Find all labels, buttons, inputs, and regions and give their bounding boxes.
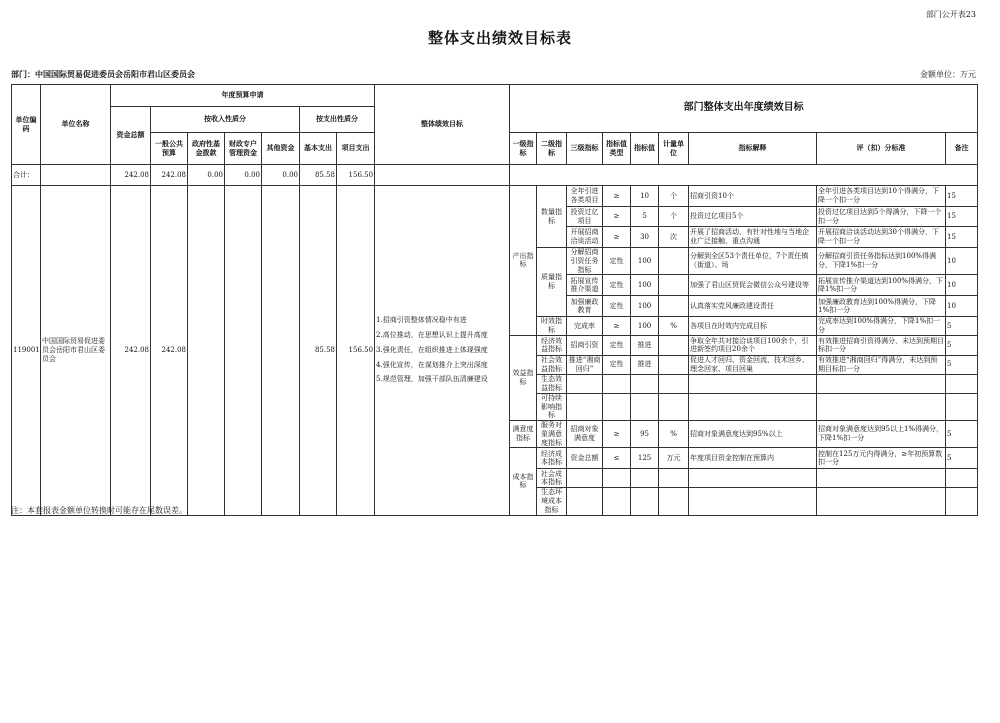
indicator-unit [659,393,689,420]
header-other: 其他资金 [262,133,300,165]
header-annual-goal: 部门整体支出年度绩效目标 [510,85,978,133]
indicator-explain: 投资过亿项目5个 [689,207,817,227]
unit-general: 242.08 [151,186,188,516]
indicator-unit [659,355,689,374]
indicator-l1: 满意度指标 [510,421,537,448]
indicator-value: 推进 [631,335,659,355]
indicator-remark: 15 [946,227,978,248]
indicator-explain: 各项目在时效内完成目标 [689,317,817,336]
indicator-explain [689,374,817,393]
indicator-remark: 15 [946,186,978,207]
unit-project: 156.50 [337,186,375,516]
goal-item: 4.强化宣传，在谋划推介上突出深度 [376,360,488,369]
header-unit: 计量单位 [659,133,689,165]
sum-other: 0.00 [262,165,300,186]
header-standard: 评（扣）分标准 [817,133,946,165]
indicator-remark [946,393,978,420]
indicator-unit: % [659,421,689,448]
indicator-type: ≥ [603,207,631,227]
indicator-l3: 拓展宣传推介渠道 [567,275,603,296]
indicator-type: ≥ [603,227,631,248]
header-project: 项目支出 [337,133,375,165]
indicator-l2: 生态环境成本指标 [537,488,567,515]
sum-label: 合计： [12,165,41,186]
indicator-unit [659,335,689,355]
sum-project: 156.50 [337,165,375,186]
indicator-type: ≥ [603,186,631,207]
indicator-explain: 分解到全区53个责任单位，7个责任镇（街道）、场 [689,248,817,275]
indicator-l3 [567,393,603,420]
indicator-unit: 次 [659,227,689,248]
indicator-explain: 开展了招商活动，有针对性地与当地企业广泛接触、重点沟通 [689,227,817,248]
indicator-standard: 控制在125万元内得满分，≥年初预算数扣一分 [817,448,946,469]
unit-basic: 85.58 [300,186,337,516]
sum-general: 242.08 [151,165,188,186]
header-l1: 一级指标 [510,133,537,165]
indicator-standard: 加强廉政教育达到100%得满分，下降1%扣一分 [817,296,946,317]
indicator-type: ≥ [603,421,631,448]
indicator-l2: 服务对象满意度指标 [537,421,567,448]
sum-fund: 0.00 [188,165,225,186]
indicator-type [603,393,631,420]
unit-special [225,186,262,516]
amount-unit-label: 金额单位：万元 [920,70,976,79]
indicator-value: 100 [631,317,659,336]
indicator-l3: 招商引资 [567,335,603,355]
indicator-unit: % [659,317,689,336]
goal-item: 2.高位推动，在思想认识上提升高度 [376,331,488,340]
indicator-value: 100 [631,296,659,317]
indicator-explain: 促进人才回归、资金回流、技术回乡、理念回家、项目回巢 [689,355,817,374]
indicator-rows [12,186,978,516]
indicator-type: ≥ [603,317,631,336]
indicator-l2: 经济成本指标 [537,448,567,469]
indicator-row [12,186,978,207]
page-title: 整体支出绩效目标表 [427,29,572,47]
header-l2: 二级指标 [537,133,567,165]
indicator-unit [659,296,689,317]
header-special: 财政专户管理资金 [225,133,262,165]
indicator-explain: 招商引资10个 [689,186,817,207]
indicator-value: 95 [631,421,659,448]
indicator-l3: 分解招商引资任务指标 [567,248,603,275]
indicator-l2: 质量指标 [537,248,567,317]
sum-row [12,165,978,186]
indicator-standard [817,469,946,488]
header-value: 指标值 [631,133,659,165]
indicator-standard: 分解招商引资任务指标达到100%得满分，下降1%扣一分 [817,248,946,275]
performance-table [11,84,978,516]
indicator-standard [817,488,946,515]
indicator-value [631,374,659,393]
footnote: 注：本套报表金额单位转换时可能存在尾数误差。 [11,506,187,515]
goal-item: 3.强化责任，在组织推进上体现强度 [376,345,488,354]
unit-other [262,186,300,516]
indicator-remark: 10 [946,275,978,296]
indicator-type: 定性 [603,355,631,374]
indicator-remark [946,488,978,515]
department-label: 部门：中国国际贸易促进委员会岳阳市君山区委员会 [11,69,195,79]
indicator-l3 [567,488,603,515]
unit-total: 242.08 [111,186,151,516]
header-name: 单位名称 [41,85,111,165]
indicator-l3: 投资过亿项目 [567,207,603,227]
indicator-l2: 可持续影响指标 [537,393,567,420]
overall-goals [375,186,510,516]
indicator-standard: 有效推进“湘商回归”得满分，未达到预期目标扣一分 [817,355,946,374]
indicator-l2: 数量指标 [537,186,567,248]
table-number: 部门公开表23 [925,10,976,19]
indicator-standard: 拓展宣传推介渠道达到100%得满分，下降1%扣一分 [817,275,946,296]
indicator-remark [946,374,978,393]
indicator-l3: 全年引进各类项目 [567,186,603,207]
indicator-unit [659,374,689,393]
indicator-unit [659,248,689,275]
indicator-explain [689,393,817,420]
indicator-standard: 有效推进招商引资得满分，未达到预期目标扣一分 [818,336,945,354]
header-overall-goal: 整体绩效目标 [375,85,510,165]
indicator-type [603,488,631,515]
indicator-unit: 个 [659,186,689,207]
indicator-type: 定性 [603,275,631,296]
indicator-value: 100 [631,275,659,296]
indicator-value [631,488,659,515]
indicator-standard: 全年引进各类项目达到10个得满分，下降一个扣一分 [817,186,946,207]
indicator-value: 5 [631,207,659,227]
indicator-l1: 成本指标 [510,448,537,515]
indicator-value: 10 [631,186,659,207]
indicator-standard [817,393,946,420]
indicator-value: 推进 [631,355,659,374]
indicator-l3 [567,469,603,488]
indicator-l2: 社会效益指标 [537,355,567,374]
indicator-l3 [567,374,603,393]
header-basic: 基本支出 [300,133,337,165]
unit-code: 119001 [12,186,41,516]
indicator-value [631,393,659,420]
indicator-l3: 资金总额 [567,448,603,469]
indicator-l3: 推进“湘商回归” [567,355,603,374]
indicator-remark: 5 [946,448,978,469]
indicator-l2: 时效指标 [537,317,567,336]
sum-total: 242.08 [111,165,151,186]
indicator-l3: 开展招商洽谈活动 [567,227,603,248]
indicator-value: 100 [631,248,659,275]
sum-special: 0.00 [225,165,262,186]
header-by-income: 按收入性质分 [151,107,300,133]
indicator-unit [659,469,689,488]
indicator-type: ≤ [603,448,631,469]
header-remark: 备注 [946,133,978,165]
header-fund: 政府性基金拨款 [188,133,225,165]
indicator-explain: 认真落实党风廉政建设责任 [689,296,817,317]
indicator-standard: 开展招商洽谈活动达到30个得满分，下降一个扣一分 [817,227,946,248]
indicator-type: 定性 [603,296,631,317]
indicator-value [631,469,659,488]
header-type: 指标值类型 [603,133,631,165]
indicator-unit: 个 [659,207,689,227]
header-code: 单位编码 [12,85,41,165]
indicator-remark: 5 [946,355,978,374]
goal-item: 1.招商引资整体情况稳中有进 [376,316,467,325]
unit-name: 中国国际贸易促进委员会岳阳市君山区委员会 [41,186,111,516]
indicator-remark: 15 [946,207,978,227]
sum-basic: 85.58 [300,165,337,186]
indicator-l3: 招商对象满意度 [567,421,603,448]
indicator-l1: 产出指标 [510,186,537,336]
indicator-explain: 招商对象满意度达到95%以上 [689,421,817,448]
unit-fund [188,186,225,516]
indicator-l3: 加强廉政教育 [567,296,603,317]
indicator-unit [659,488,689,515]
indicator-type [603,469,631,488]
indicator-type [603,374,631,393]
indicator-l2: 经济效益指标 [537,335,567,355]
indicator-type: 定性 [603,335,631,355]
indicator-unit: 万元 [659,448,689,469]
indicator-unit [659,275,689,296]
indicator-l3: 完成率 [567,317,603,336]
indicator-standard: 投资过亿项目达到5个得满分，下降一个扣一分 [817,207,946,227]
header-l3: 三级指标 [567,133,603,165]
indicator-remark: 10 [946,248,978,275]
indicator-l2: 社会成本指标 [537,469,567,488]
header-budget-apply: 年度预算申请 [111,85,375,107]
indicator-l1: 效益指标 [510,335,537,420]
indicator-explain: 加强了君山区贸促会微信公众号建设等 [689,275,817,296]
indicator-explain: 年度项目资金控制在预算内 [689,448,817,469]
indicator-l2: 生态效益指标 [537,374,567,393]
goal-item: 5.规范管理，加强干部队伍清廉建设 [376,375,488,384]
indicator-value: 30 [631,227,659,248]
indicator-remark: 10 [946,296,978,317]
indicator-standard [817,374,946,393]
indicator-standard: 完成率达到100%得满分，下降1%扣一分 [817,317,946,336]
header-explain: 指标解释 [689,133,817,165]
indicator-value: 125 [631,448,659,469]
indicator-remark: 5 [946,335,978,355]
header-total: 资金总额 [111,107,151,165]
indicator-standard: 招商对象满意度达到95以上1%得满分，下降1%扣一分 [817,421,946,448]
indicator-remark: 5 [946,421,978,448]
indicator-explain [689,488,817,515]
indicator-type: 定性 [603,248,631,275]
indicator-explain: 争取全年共对接洽谈项目100余个，引进新签约项目20余个 [689,335,817,355]
header-by-expense: 按支出性质分 [300,107,375,133]
indicator-remark: 5 [946,317,978,336]
indicator-remark [946,469,978,488]
indicator-explain [689,469,817,488]
header-general: 一般公共预算 [151,133,188,165]
